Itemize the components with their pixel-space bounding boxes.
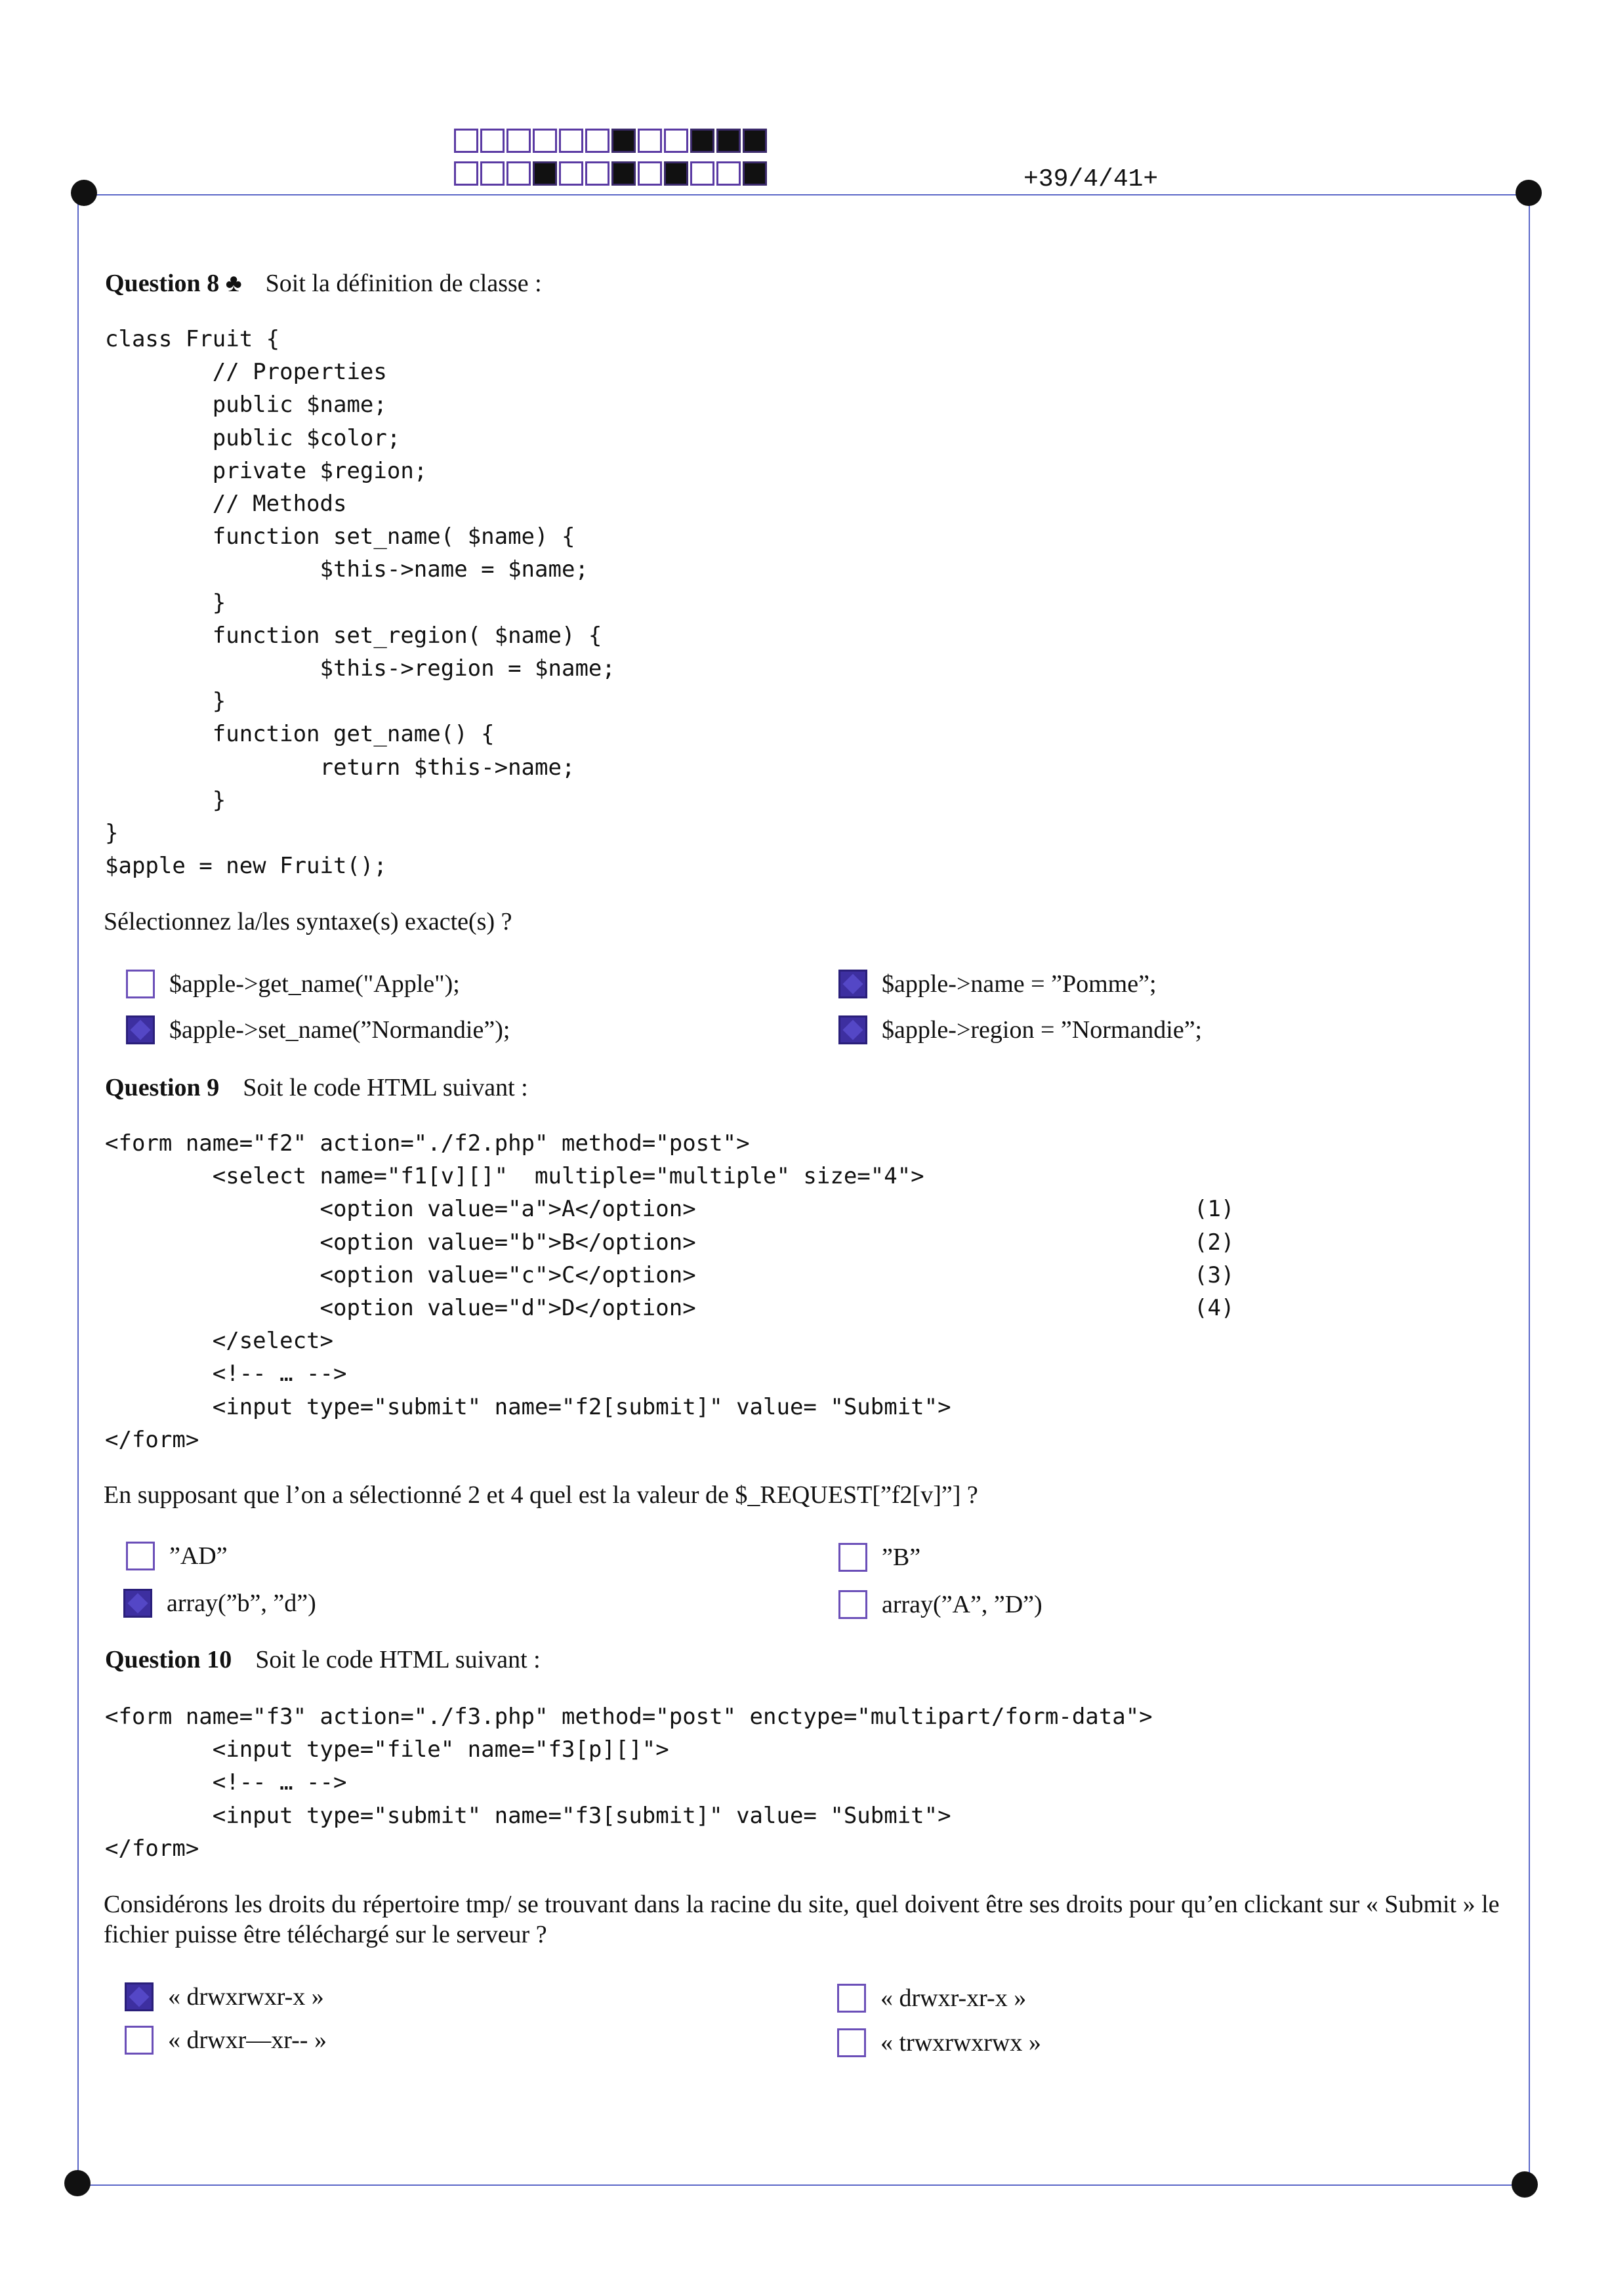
question-10-number: Question 10 [105,1646,232,1673]
q10-checkbox-1[interactable] [125,1982,154,2011]
q8-choice-3[interactable] [126,1015,510,1044]
barcode-cell [506,129,531,153]
q8-choice-1-label: $apple->get_name("Apple"); [169,970,460,998]
question-10-prompt: Soit le code HTML suivant : [255,1646,541,1673]
barcode-cell [585,129,609,153]
barcode-cell [716,129,741,153]
question-9-number: Question 9 [105,1074,220,1101]
question-9-line-numbers: (1) (2) (3) (4) [1194,1196,1235,1322]
barcode-cell [638,129,662,153]
barcode-cell [743,129,767,153]
frame-top-line [84,194,1530,195]
q9-choice-3-label: array(”b”, ”d”) [167,1589,316,1617]
question-9-text: En supposant que l’on a sélectionné 2 et 4 quel est la valeur de $_REQUEST[”f2[v]”] ? [104,1481,978,1509]
barcode-cell [611,129,636,153]
q10-choice-4-label: « trwxrwxrwx » [880,2029,1041,2057]
barcode-row-2 [454,161,769,186]
barcode-cell [533,161,557,186]
q9-choice-1-label: ”AD” [169,1542,228,1570]
q9-checkbox-3[interactable] [123,1589,152,1618]
q9-choice-3[interactable] [123,1589,316,1618]
question-8-text: Sélectionnez la/les syntaxe(s) exacte(s) ? [104,908,512,935]
question-10-heading [105,1645,541,1674]
q10-checkbox-4[interactable] [837,2028,866,2057]
q9-choice-4[interactable] [838,1590,1042,1619]
barcode-cell [664,129,688,153]
q10-choice-2[interactable] [837,1984,1026,2013]
q9-choice-4-label: array(”A”, ”D”) [882,1591,1042,1618]
question-8-number: Question 8 ♣ [105,270,242,297]
q8-choice-2[interactable] [838,970,1157,998]
q9-checkbox-1[interactable] [126,1542,155,1570]
registration-mark-bottom-left [64,2170,91,2196]
q8-choice-4[interactable] [838,1015,1202,1044]
barcode-cell [611,161,636,186]
barcode-cell [454,161,478,186]
q8-checkbox-2[interactable] [838,970,867,998]
frame-left-line [77,194,79,2182]
barcode-cell [559,129,583,153]
q8-checkbox-4[interactable] [838,1015,867,1044]
barcode-cell [743,161,767,186]
question-9-prompt: Soit le code HTML suivant : [243,1074,528,1101]
barcode-cell [690,129,714,153]
question-10-code: <form name="f3" action="./f3.php" method="post" enctype="multipart/form-data"> <input type="file" name="f3[p][]"> <!-- … --> <input type="submit" name="f3[submit]" value= "Submit"> </form> [105,1704,1153,1862]
q8-choice-2-label: $apple->name = ”Pomme”; [882,970,1157,998]
barcode-cell [690,161,714,186]
q8-choice-1[interactable] [126,970,460,998]
question-8-prompt: Soit la définition de classe : [265,270,542,297]
question-8-code: class Fruit { // Properties public $name; public $color; private $region; // Methods function set_name( $name) { $this->name = $name; } function set_region( $name) { $this->region = $name; } function get_name() { return $this->name; } } $apple = new Fruit(); [105,326,615,880]
q10-choice-1[interactable] [125,1982,324,2011]
barcode-cell [664,161,688,186]
q8-checkbox-1[interactable] [126,970,155,998]
question-9-code: <form name="f2" action="./f2.php" method="post"> <select name="f1[v][]" multiple="multiple" size="4"> <option value="a">A</option> <option value="b">B</option> <option value="c">C</option> <option value="d">D</option> </select> <!-- … --> <input type="submit" name="f2[submit]" value= "Submit"> </form> [105,1130,951,1453]
barcode-cell [506,161,531,186]
q9-choice-1[interactable] [126,1542,228,1570]
q8-checkbox-3[interactable] [126,1015,155,1044]
barcode-cell [638,161,662,186]
barcode-cell [585,161,609,186]
registration-mark-bottom-right [1512,2171,1538,2198]
q10-choice-2-label: « drwxr-xr-x » [880,1984,1027,2012]
q8-choice-3-label: $apple->set_name(”Normandie”); [169,1016,510,1044]
page-id: +39/4/41+ [1023,165,1159,194]
question-8-heading [105,269,542,298]
q8-choice-4-label: $apple->region = ”Normandie”; [882,1016,1203,1044]
barcode-cell [533,129,557,153]
q10-checkbox-3[interactable] [125,2026,154,2055]
barcode-cell [454,129,478,153]
barcode-cell [480,129,505,153]
registration-mark-top-left [71,180,97,206]
q10-choice-3[interactable] [125,2026,327,2055]
frame-right-line [1529,194,1530,2182]
question-9-heading [105,1073,528,1102]
q9-checkbox-2[interactable] [838,1543,867,1572]
barcode-cell [559,161,583,186]
q10-choice-3-label: « drwxr—xr-- » [168,2026,327,2054]
q10-choice-4[interactable] [837,2028,1041,2057]
frame-bottom-line [68,2184,1525,2186]
q10-checkbox-2[interactable] [837,1984,866,2013]
barcode-cell [480,161,505,186]
question-10-text: Considérons les droits du répertoire tmp/ se trouvant dans la racine du site, quel doivent être ses droits pour qu’en clickant sur « Submit » le fichier puisse être téléchargé sur le serveur ? [104,1891,1500,1948]
barcode-cell [716,161,741,186]
q9-checkbox-4[interactable] [838,1590,867,1619]
registration-mark-top-right [1516,180,1542,206]
barcode-row-1 [454,129,769,153]
q9-choice-2-label: ”B” [882,1544,921,1571]
q9-choice-2[interactable] [838,1543,920,1572]
q10-choice-1-label: « drwxrwxr-x » [168,1983,324,2011]
